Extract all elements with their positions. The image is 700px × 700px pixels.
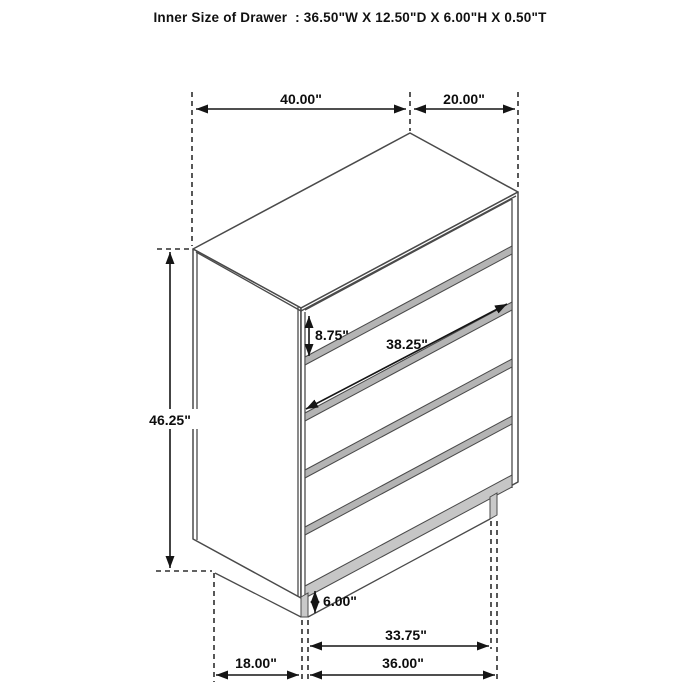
- dim-base-front-width-label: 36.00": [382, 655, 424, 671]
- dim-overall-height: [141, 252, 199, 568]
- dim-top-depth: [414, 91, 515, 109]
- front-leg: [301, 593, 308, 617]
- dim-top-depth-label: 20.00": [443, 91, 485, 107]
- dim-base-front-width: [310, 655, 495, 675]
- dim-base-side-depth: [216, 655, 299, 675]
- rear-leg: [490, 493, 497, 519]
- dim-overall-height-label: 46.25": [149, 412, 191, 428]
- dim-base-span-label: 33.75": [385, 627, 427, 643]
- dim-drawer-face-width-label: 38.25": [386, 336, 428, 352]
- dim-base-span: [310, 627, 489, 646]
- dim-leg-height-label: 6.00": [323, 593, 357, 609]
- chest-drawing: [193, 133, 518, 617]
- diagram-title: Inner Size of Drawer : 36.50"W X 12.50"D X 6.00"H X 0.50"T: [153, 10, 547, 25]
- dim-top-width-label: 40.00": [280, 91, 322, 107]
- dim-base-side-depth-label: 18.00": [235, 655, 277, 671]
- dim-drawer-face-height-label: 8.75": [315, 327, 349, 343]
- dim-top-width: [196, 91, 406, 109]
